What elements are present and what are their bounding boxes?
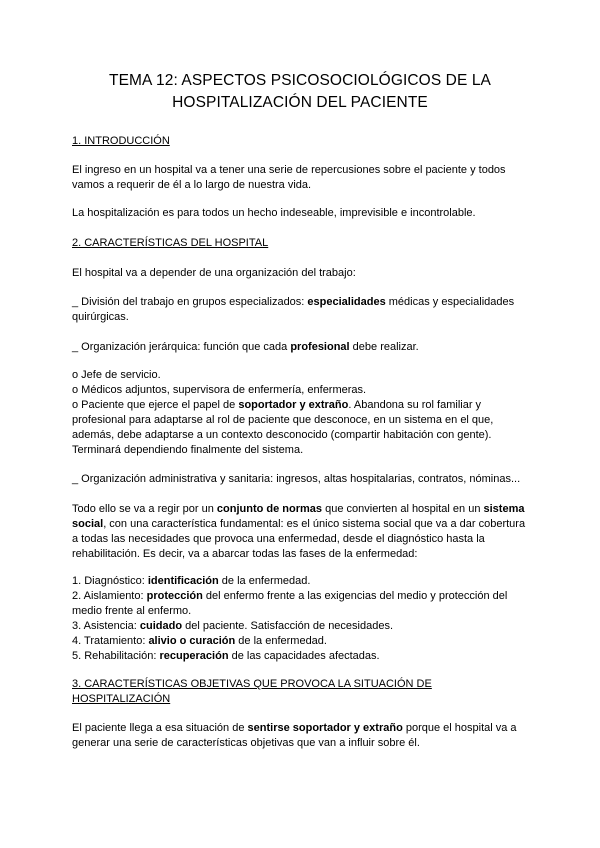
hierarchy-text-bold: profesional — [290, 341, 350, 353]
hierarchy-text-pre: _ Organización jerárquica: función que cada — [72, 341, 291, 353]
phase-item-2 — [72, 589, 534, 619]
hierarchy-item — [72, 340, 532, 355]
phase-5-label: 5. Rehabilitación: — [72, 650, 160, 662]
social-text-mid: que convierten al hospital en un — [322, 503, 484, 515]
page-title — [70, 70, 530, 114]
role-3-text-bold: soportador y extraño — [238, 399, 349, 411]
phase-5-text: de las capacidades afectadas. — [228, 650, 380, 662]
phase-1-text: de la enfermedad. — [218, 575, 311, 587]
role-list-item-1: o Jefe de servicio. — [72, 369, 161, 381]
division-text-pre: _ División del trabajo en grupos especializados: — [72, 296, 308, 308]
hierarchy-text-post: debe realizar. — [349, 341, 419, 353]
phase-4-text: de la enfermedad. — [235, 635, 327, 647]
phase-item-5 — [72, 649, 534, 664]
phase-1-bold: identificación — [147, 575, 219, 587]
section-3-paragraph — [72, 721, 534, 751]
role-3-text-post: . Abandona su rol familiar y profesional para adaptarse al rol de paciente que desconoce, en un sistema en el que, además, debe adaptarse a un contexto desconocido (compartir habitación con gente). Terminará dependiendo finalmente del sistema. — [72, 399, 494, 456]
s3-text-post: porque el hospital va a generar una serie de características objetivas que van a influir sobre él. — [72, 722, 517, 749]
section-2-paragraph — [72, 502, 530, 562]
phase-item-3 — [72, 619, 534, 634]
administrative-item: _ Organización administrativa y sanitaria: ingresos, altas hospitalarias, contratos, nóminas... — [72, 473, 521, 485]
title-line-2: HOSPITALIZACIÓN DEL PACIENTE — [172, 94, 428, 111]
phase-5-bold: recuperación — [159, 650, 229, 662]
section-1-paragraph-1: El ingreso en un hospital va a tener una serie de repercusiones sobre el paciente y todos vamos a requerir de él a lo largo de nuestra vida. — [72, 164, 506, 191]
section-1-paragraph-2: La hospitalización es para todos un hecho indeseable, imprevisible e incontrolable. — [72, 207, 476, 219]
section-2-intro: El hospital va a depender de una organización del trabajo: — [72, 267, 356, 279]
phase-item-4 — [72, 634, 534, 649]
phase-2-label: 2. Aislamiento: — [72, 590, 147, 602]
social-text-pre: Todo ello se va a regir por un — [72, 503, 217, 515]
role-list-item-2: o Médicos adjuntos, supervisora de enfermería, enfermeras. — [72, 384, 367, 396]
phase-3-bold: cuidado — [139, 620, 183, 632]
title-line-1: TEMA 12: ASPECTOS PSICOSOCIOLÓGICOS DE LA — [109, 72, 491, 89]
division-item — [72, 295, 528, 325]
s3-text-bold: sentirse soportador y extraño — [247, 722, 403, 734]
phase-3-text: del paciente. Satisfacción de necesidades. — [182, 620, 394, 632]
role-list-item-3 — [72, 398, 530, 458]
section-3-heading: 3. CARACTERÍSTICAS OBJETIVAS QUE PROVOCA LA SITUACIÓN DE HOSPITALIZACIÓN — [72, 678, 432, 705]
phase-2-text: del enfermo frente a las exigencias del medio y protección del medio frente al enfermo. — [72, 590, 508, 617]
social-text-bold-2: sistema social — [72, 503, 525, 530]
role-3-text-pre: o Paciente que ejerce el papel de — [72, 399, 239, 411]
s3-text-pre: El paciente llega a esa situación de — [72, 722, 248, 734]
division-text-post: médicas y especialidades quirúrgicas. — [72, 296, 515, 323]
phase-4-bold: alivio o curación — [148, 635, 236, 647]
social-text-bold-1: conjunto de normas — [216, 503, 323, 515]
phase-list — [72, 574, 534, 664]
phase-4-label: 4. Tratamiento: — [72, 635, 149, 647]
phase-2-bold: protección — [146, 590, 203, 602]
phase-3-label: 3. Asistencia: — [72, 620, 140, 632]
division-text-bold: especialidades — [307, 296, 386, 308]
section-2-heading: 2. CARACTERÍSTICAS DEL HOSPITAL — [72, 237, 269, 249]
social-text-post: , con una característica fundamental: es el único sistema social que va a dar cobertura a todas las necesidades que provoca una enfermedad, desde el diagnóstico hasta la rehabilitación. Es decir, va a abarcar todas las fases de la enfermedad: — [72, 518, 526, 560]
phase-1-label: 1. Diagnóstico: — [72, 575, 148, 587]
section-1-heading: 1. INTRODUCCIÓN — [72, 135, 170, 147]
phase-item-1 — [72, 574, 534, 589]
